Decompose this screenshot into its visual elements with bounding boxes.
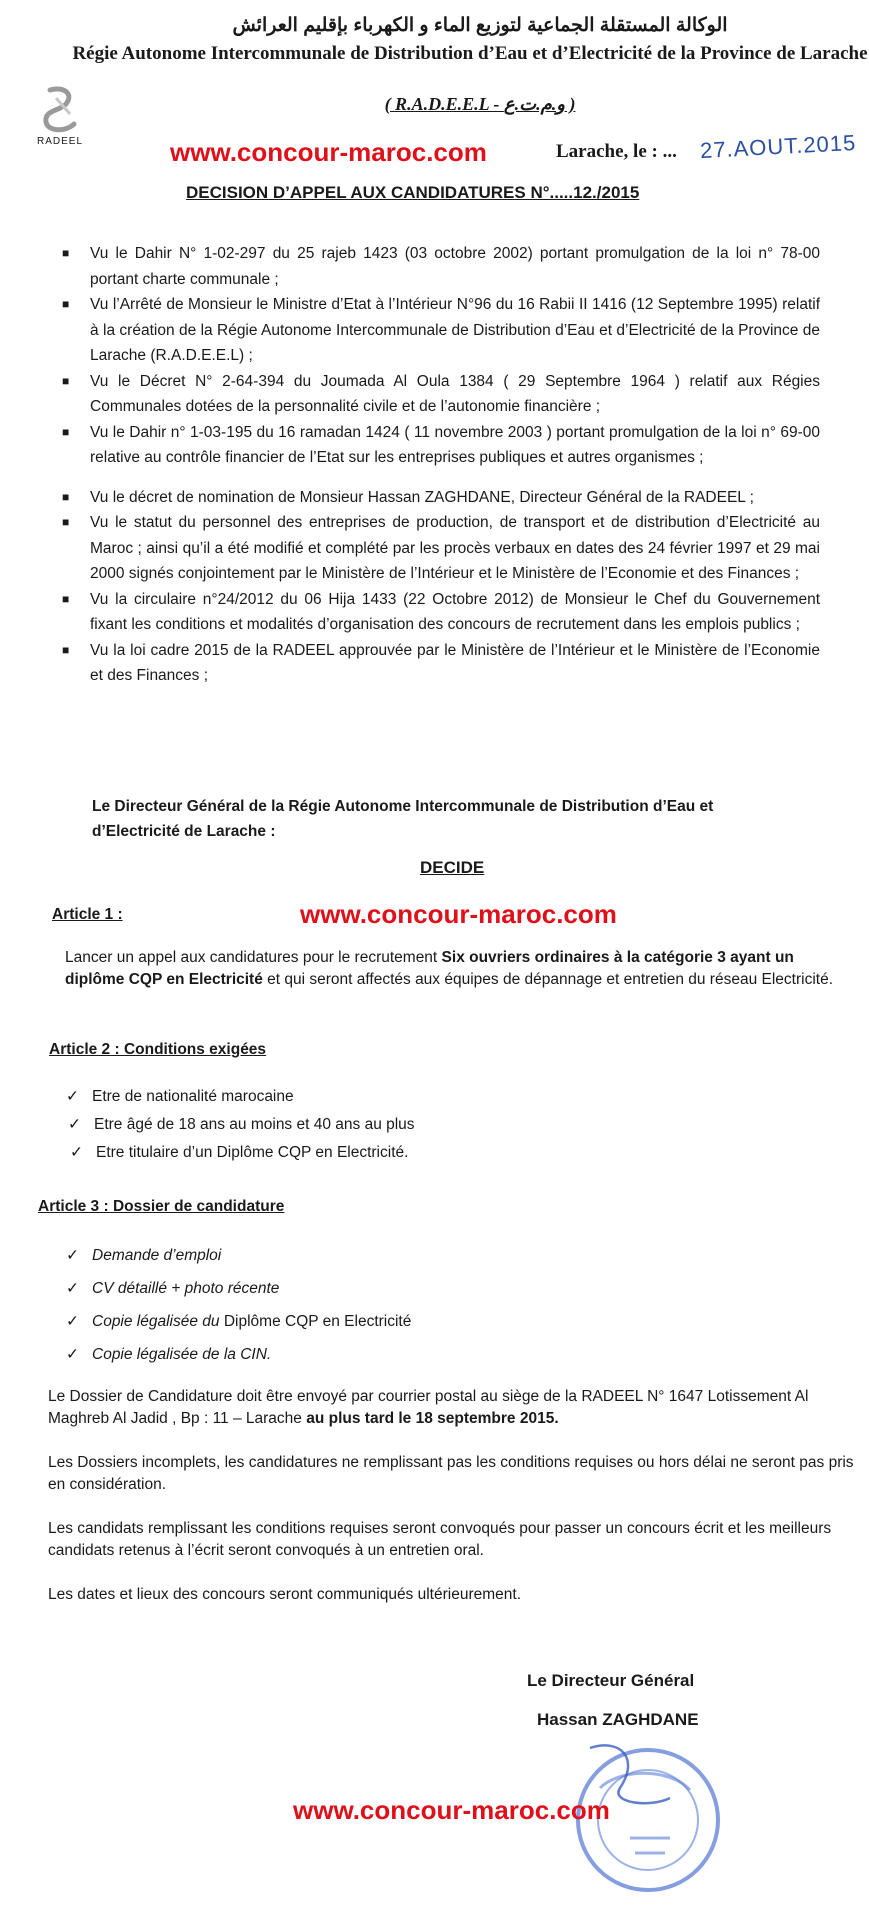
list-item: ✓ Etre de nationalité marocaine [66, 1083, 415, 1111]
list-item: ✓ Demande d’emploi [66, 1239, 411, 1272]
paragraph-dossier-sending: Le Dossier de Candidature doit être envoyé par courrier postal au siège de la RADEEL N° 1647 Lotissement Al Maghreb Al Jadid , Bp : 11 – Larache au plus tard le 18 septembre 2015. [48, 1388, 809, 1427]
check-icon: ✓ [66, 1247, 79, 1264]
list-item: ■ Vu le Dahir n° 1-03-195 du 16 ramadan 1424 ( 11 novembre 2003 ) portant promulgation de la loi n° 69-00 relative au contrôle financier de l’Etat sur les entreprises publiques et autres organismes ; [60, 420, 820, 471]
article2-title: Article 2 : Conditions exigées [49, 1041, 267, 1058]
conditions-list [66, 1083, 415, 1167]
header-arabic-title: الوكالة المستقلة الجماعية لتوزيع الماء و الكهرباء بإقليم العرائش [232, 15, 728, 36]
bullet-icon: ■ [62, 246, 70, 260]
decide-heading: DECIDE [420, 858, 485, 877]
check-icon: ✓ [66, 1313, 79, 1330]
list-item: ✓ Etre âgé de 18 ans au moins et 40 ans au plus [66, 1111, 415, 1139]
check-icon: ✓ [70, 1144, 83, 1161]
dossier-list [66, 1239, 411, 1371]
paragraph-incomplete: Les Dossiers incomplets, les candidatures ne remplissant pas les conditions requises ou hors délai ne seront pas pris en considération. [48, 1454, 854, 1493]
bullet-icon: ■ [62, 373, 70, 388]
signature-title: Le Directeur Général [527, 1671, 695, 1690]
watermark-middle: www.concour-maroc.com [300, 899, 617, 929]
signature-name: Hassan ZAGHDANE [537, 1710, 699, 1729]
paragraph-convocation: Les candidats remplissant les conditions requises seront convoqués pour passer un concours écrit et les meilleurs candidats retenus à l’écrit seront convoqués à un entretien oral. [48, 1520, 832, 1559]
list-item: ✓ Etre titulaire d’un Diplôme CQP en Electricité. [66, 1139, 415, 1167]
article1-body: Lancer un appel aux candidatures pour le recrutement Six ouvriers ordinaires à la catégorie 3 ayant un diplôme CQP en Electricité et qui seront affectés aux équipes de dépannage et entretien du réseau Electricité. [65, 949, 833, 988]
director-intro: Le Directeur Général de la Régie Autonome Intercommunale de Distribution d’Eau et d’Electricité de Larache : [92, 798, 714, 840]
header-french-title: Régie Autonome Intercommunale de Distribution d’Eau et d’Electricité de la Province de Larache [72, 43, 868, 64]
place-label: Larache, le : ... [556, 141, 677, 162]
list-item: ■ Vu la loi cadre 2015 de la RADEEL approuvée par le Ministère de l’Intérieur et le Ministère de l’Economie et des Finances ; [60, 638, 820, 689]
paragraph-dates: Les dates et lieux des concours seront communiqués ultérieurement. [48, 1586, 521, 1603]
list-item: ■ Vu la circulaire n°24/2012 du 06 Hija 1433 (22 Octobre 2012) de Monsieur le Chef du Gouvernement fixant les conditions et modalités d’organisation des concours de recrutement dans les emplois publics ; [60, 587, 820, 638]
considerants-list [60, 241, 820, 689]
list-item: ✓ Copie légalisée du Diplôme CQP en Electricité [66, 1305, 411, 1338]
bullet-icon: ■ [62, 297, 70, 311]
check-icon: ✓ [68, 1116, 81, 1133]
list-item: ■ Vu le décret de nomination de Monsieur Hassan ZAGHDANE, Directeur Général de la RADEEL ; [60, 485, 820, 511]
logo-text: RADEEL [36, 136, 83, 147]
list-item: ✓ Copie légalisée de la CIN. [66, 1338, 411, 1371]
bullet-icon: ■ [62, 642, 70, 657]
check-icon: ✓ [66, 1346, 79, 1363]
decision-title: DECISION D’APPEL AUX CANDIDATURES N°.....12./2015 [186, 183, 640, 202]
list-item: ■ Vu le statut du personnel des entreprises de production, de transport et de distribution d’Electricité au Maroc ; ainsi qu’il a été modifié et complété par les procès verbaux en dates des 24 février 1997 et 29 mai 2000 signés conjointement par le Ministère de l’Intérieur et le Ministère de l’Economie et des Finances ; [60, 510, 820, 587]
watermark-top: www.concour-maroc.com [170, 137, 487, 167]
bullet-icon: ■ [62, 591, 70, 606]
list-item: ✓ CV détaillé + photo récente [66, 1272, 411, 1305]
article3-title: Article 3 : Dossier de candidature [38, 1198, 285, 1215]
check-icon: ✓ [66, 1280, 79, 1297]
date-stamp: 27.AOUT.2015 [699, 129, 857, 164]
check-icon: ✓ [66, 1088, 79, 1105]
list-item: ■ Vu l’Arrêté de Monsieur le Ministre d’Etat à l’Intérieur N°96 du 16 Rabii II 1416 (12 Septembre 1995) relatif à la création de la Régie Autonome Intercommunale de Distribution d’Eau et d’Electricité de la Province de Larache (R.A.D.E.E.L) ; [60, 292, 820, 369]
watermark-bottom: www.concour-maroc.com [293, 1795, 610, 1825]
bullet-icon: ■ [62, 424, 70, 439]
list-item: ■ Vu le Décret N° 2-64-394 du Joumada Al Oula 1384 ( 29 Septembre 1964 ) relatif aux Régies Communales dotées de la personnalité civile et de l’autonomie financière ; [60, 369, 820, 420]
header-abbreviation: ( R.A.D.E.E.L - و.م.ت.ع ) [384, 94, 576, 114]
bullet-icon: ■ [62, 489, 70, 504]
list-item: ■ Vu le Dahir N° 1-02-297 du 25 rajeb 1423 (03 octobre 2002) portant promulgation de la loi n° 78-00 portant charte communale ; [60, 241, 820, 292]
article1-title: Article 1 : [52, 906, 123, 923]
bullet-icon: ■ [62, 515, 70, 529]
